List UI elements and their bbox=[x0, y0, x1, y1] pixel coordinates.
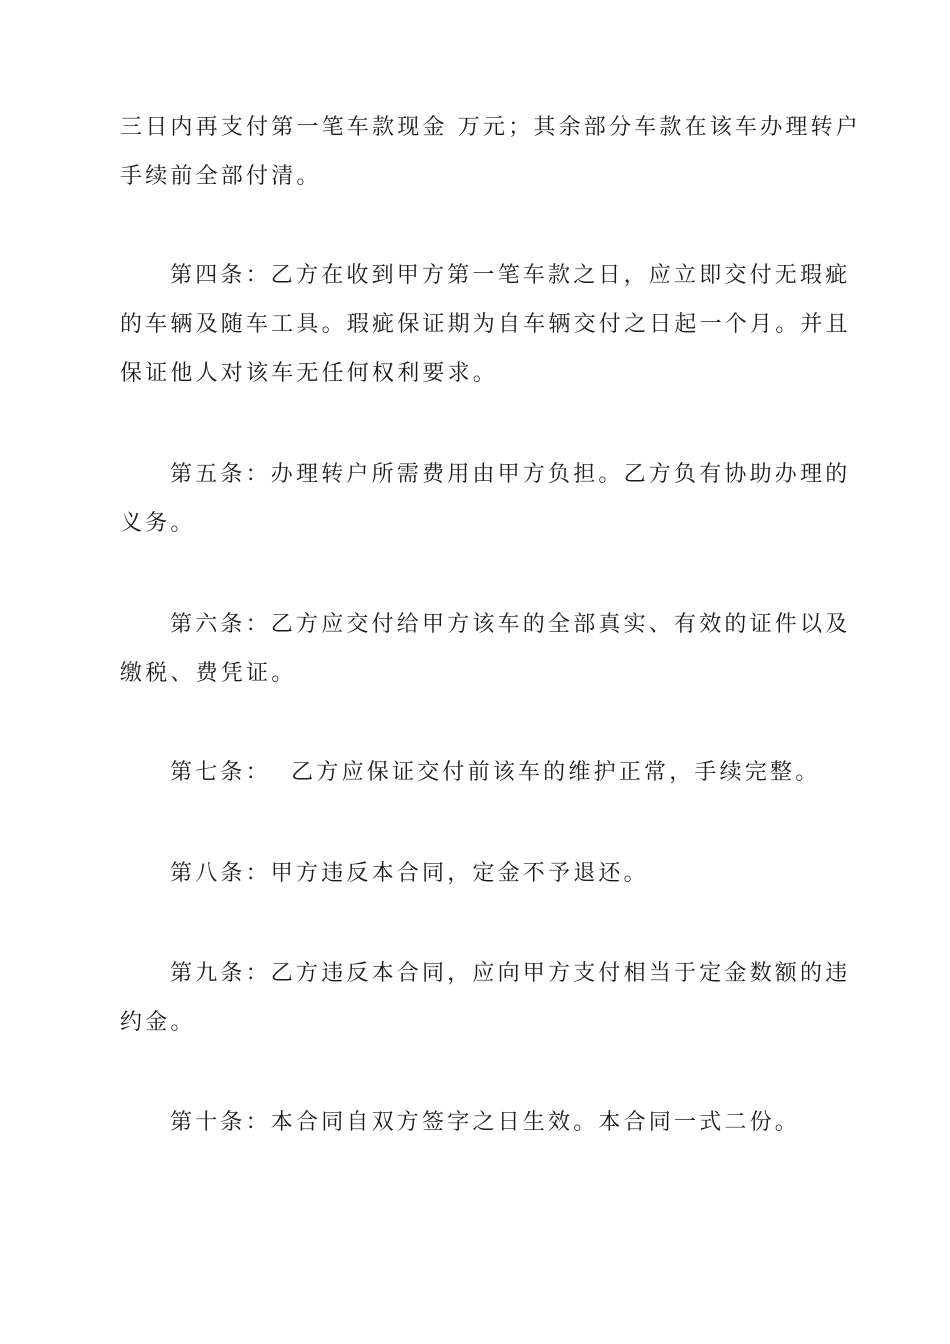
paragraph-line: 第四条：乙方在收到甲方第一笔车款之日，应立即交付无瑕疵 bbox=[170, 263, 851, 288]
paragraph-line: 约金。 bbox=[120, 1010, 196, 1035]
paragraph-article-5 bbox=[120, 450, 851, 548]
paragraph-line: 第八条：甲方违反本合同，定金不予退还。 bbox=[170, 861, 649, 886]
paragraph-line: 缴税、费凭证。 bbox=[120, 661, 297, 686]
paragraph-article-7 bbox=[120, 748, 832, 797]
paragraph-line: 手续前全部付清。 bbox=[120, 164, 322, 189]
paragraph-line: 第五条：办理转户所需费用由甲方负担。乙方负有协助办理的 bbox=[170, 462, 851, 487]
paragraph-intro-continuation bbox=[120, 103, 861, 201]
paragraph-line: 三日内再支付第一笔车款现金 万元；其余部分车款在该车办理转户 bbox=[120, 115, 861, 140]
paragraph-article-4 bbox=[120, 251, 851, 398]
paragraph-line: 义务。 bbox=[120, 511, 196, 536]
paragraph-line: 的车辆及随车工具。瑕疵保证期为自车辆交付之日起一个月。并且 bbox=[120, 312, 851, 337]
paragraph-line: 第十条：本合同自双方签字之日生效。本合同一式二份。 bbox=[170, 1110, 801, 1135]
paragraph-article-9 bbox=[120, 949, 851, 1047]
paragraph-line: 第六条：乙方应交付给甲方该车的全部真实、有效的证件以及 bbox=[170, 612, 851, 637]
paragraph-line: 第九条：乙方违反本合同，应向甲方支付相当于定金数额的违 bbox=[170, 961, 851, 986]
paragraph-article-8 bbox=[120, 849, 832, 898]
paragraph-line: 第七条： 乙方应保证交付前该车的维护正常，手续完整。 bbox=[170, 760, 821, 785]
paragraph-line: 保证他人对该车无任何权利要求。 bbox=[120, 361, 499, 386]
paragraph-article-6 bbox=[120, 600, 851, 698]
paragraph-article-10 bbox=[120, 1098, 832, 1147]
